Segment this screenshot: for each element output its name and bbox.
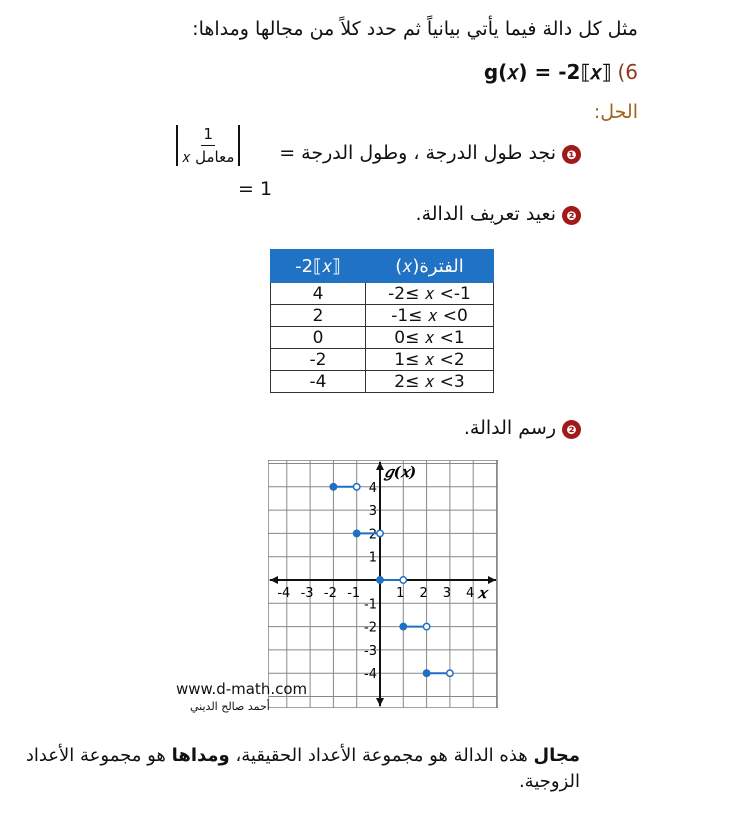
conclusion-part-1: هذه الدالة هو مجموعة الأعداد الحقيقية، [229, 745, 534, 766]
column-header-interval: الفترة(𝑥) [366, 250, 494, 283]
open-endpoint [354, 484, 360, 490]
y-tick-label: 2 [368, 527, 377, 543]
x-tick-label: 2 [419, 586, 428, 601]
x-tick-label: 4 [466, 586, 475, 601]
table-cell-value: 2 [271, 305, 366, 327]
table-row [271, 327, 494, 349]
y-tick-label: -2 [364, 620, 377, 636]
fraction-numerator: 1 [201, 125, 215, 146]
table-cell-interval: -1≤ 𝑥 <0 [366, 305, 494, 327]
open-endpoint [377, 530, 383, 536]
x-tick-label: 1 [396, 586, 405, 601]
domain-word: مجال [533, 745, 580, 766]
y-tick-label: 1 [368, 550, 377, 566]
step-function-graph [268, 460, 498, 708]
closed-endpoint [354, 530, 360, 536]
table-row [271, 349, 494, 371]
watermark-author: أحمد صالح الديني [190, 700, 270, 713]
x-axis-label: 𝑥 [478, 584, 487, 602]
y-tick-label: 4 [368, 480, 377, 496]
step-1-text: نجد طول الدرجة ، وطول الدرجة = [279, 142, 556, 164]
x-tick-label: 3 [442, 586, 452, 601]
y-tick-label: -4 [364, 667, 377, 683]
y-tick-label: -1 [364, 597, 377, 613]
step-2-text: نعيد تعريف الدالة. [415, 203, 556, 225]
table-cell-interval: 2≤ 𝑥 <3 [366, 371, 494, 393]
step-3-text: رسم الدالة. [463, 417, 556, 439]
x-tick-label: -2 [323, 586, 337, 601]
step-3-badge: ❷ [562, 420, 581, 439]
step-1-result: = 1 [238, 178, 273, 200]
table-cell-interval: 1≤ 𝑥 <2 [366, 349, 494, 371]
table-row [271, 305, 494, 327]
table-cell-interval: 0≤ 𝑥 <1 [366, 327, 494, 349]
graph-frame [268, 460, 498, 708]
range-word: ومداها [171, 745, 230, 766]
table-row [271, 283, 494, 305]
open-endpoint [447, 670, 453, 676]
y-tick-label: -3 [364, 643, 377, 659]
table-cell-interval: -2≤ 𝑥 <-1 [366, 283, 494, 305]
function-table [270, 249, 494, 393]
table-cell-value: -2 [271, 349, 366, 371]
step-1-badge: ❶ [562, 145, 581, 164]
conclusion-part-2: هو مجموعة الأعداد الزوجية. [25, 745, 580, 793]
x-tick-label: -4 [277, 586, 291, 601]
closed-endpoint [330, 484, 336, 490]
watermark-site: www.d-math.com [176, 680, 308, 698]
closed-endpoint [400, 623, 406, 629]
closed-endpoint [377, 577, 383, 583]
problem-function [484, 60, 638, 84]
fraction-denominator: 𝑥 معامل [182, 148, 235, 166]
y-tick-label: 3 [368, 504, 377, 520]
function-expression: g(𝑥) = -2⟦𝑥⟧ [483, 60, 612, 84]
table-header-row [271, 250, 494, 283]
conclusion-text [20, 743, 580, 795]
x-tick-label: -1 [347, 586, 361, 601]
column-header-value: -2⟦𝑥⟧ [271, 250, 366, 283]
table-cell-value: 0 [271, 327, 366, 349]
y-axis-label: 𝑔(𝑥) [384, 463, 417, 481]
open-endpoint [400, 577, 406, 583]
solution-label: الحل: [593, 101, 638, 123]
closed-endpoint [423, 670, 429, 676]
table-cell-value: 4 [271, 283, 366, 305]
step-2-badge: ❷ [562, 206, 581, 225]
exercise-instruction: مثل كل دالة فيما يأتي بيانياً ثم حدد كلاً من مجالها ومداها: [192, 18, 638, 40]
table-row [271, 371, 494, 393]
problem-number: (6 [617, 60, 638, 84]
open-endpoint [423, 623, 429, 629]
x-tick-label: -3 [300, 586, 314, 601]
step-length-fraction [176, 124, 240, 166]
table-cell-value: -4 [271, 371, 366, 393]
